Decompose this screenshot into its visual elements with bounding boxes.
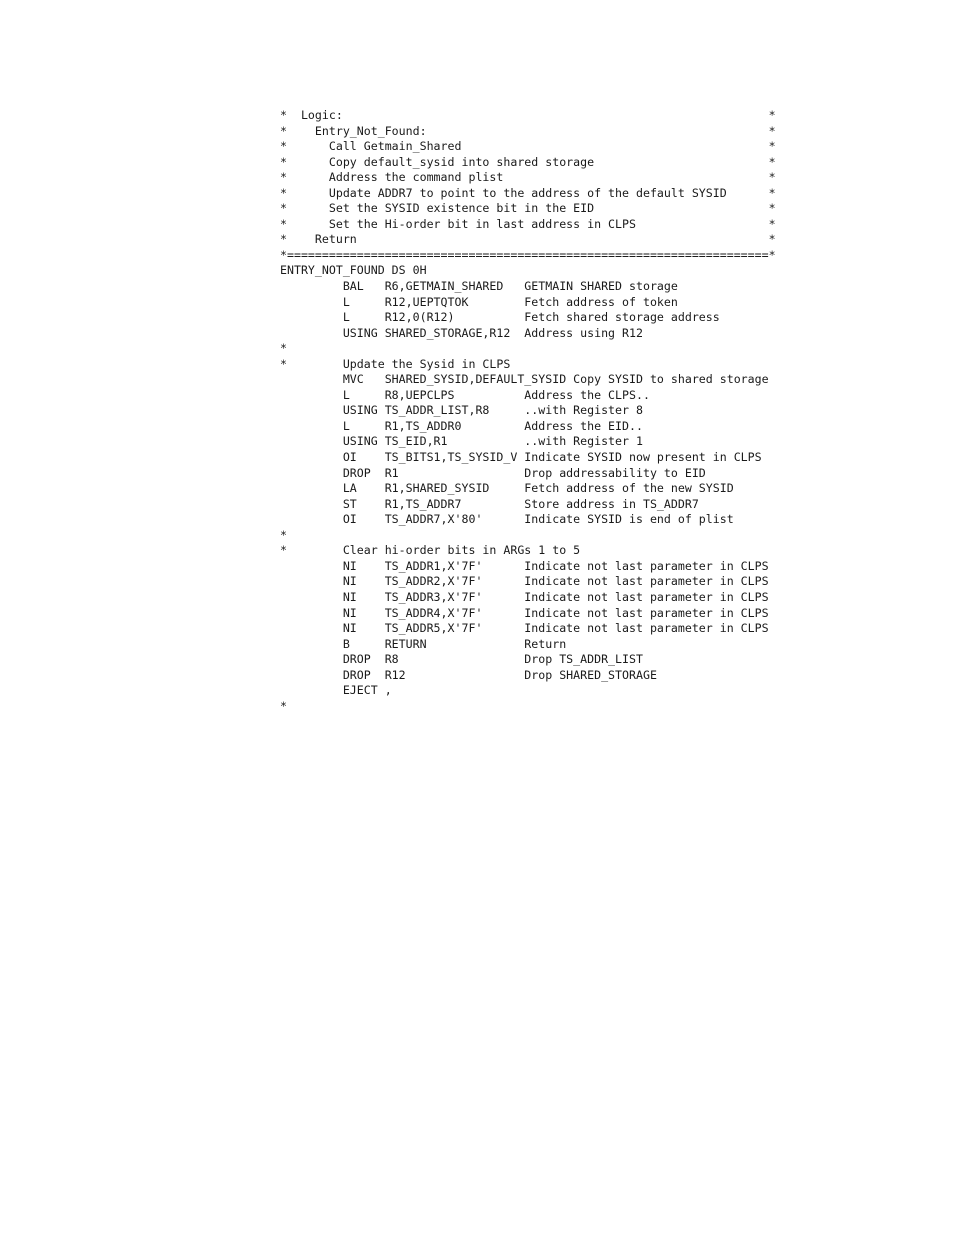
code-line: * Clear hi-order bits in ARGs 1 to 5 bbox=[280, 543, 581, 558]
code-line: NI TS_ADDR1,X'7F' Indicate not last parameter in CLPS bbox=[280, 558, 769, 573]
code-line: * Set the Hi-order bit in last address in CLPS * bbox=[280, 216, 776, 231]
code-line: L R12,UEPTQTOK Fetch address of token bbox=[280, 294, 678, 309]
code-line: NI TS_ADDR5,X'7F' Indicate not last parameter in CLPS bbox=[280, 621, 769, 636]
code-line: * Set the SYSID existence bit in the EID * bbox=[280, 201, 776, 216]
code-line: * Update ADDR7 to point to the address of the default SYSID * bbox=[280, 185, 776, 200]
code-line: USING TS_ADDR_LIST,R8 ..with Register 8 bbox=[280, 403, 643, 418]
code-line: * Copy default_sysid into shared storage * bbox=[280, 154, 776, 169]
code-line: DROP R1 Drop addressability to EID bbox=[280, 465, 706, 480]
code-line: OI TS_ADDR7,X'80' Indicate SYSID is end of plist bbox=[280, 512, 734, 527]
code-line: L R1,TS_ADDR0 Address the EID.. bbox=[280, 418, 643, 433]
code-line: NI TS_ADDR4,X'7F' Indicate not last parameter in CLPS bbox=[280, 605, 769, 620]
code-line: B RETURN Return bbox=[280, 636, 567, 651]
code-line: USING TS_EID,R1 ..with Register 1 bbox=[280, 434, 643, 449]
code-line: DROP R8 Drop TS_ADDR_LIST bbox=[280, 652, 643, 667]
code-line: L R12,0(R12) Fetch shared storage address bbox=[280, 310, 720, 325]
code-line: LA R1,SHARED_SYSID Fetch address of the new SYSID bbox=[280, 481, 734, 496]
code-line: EJECT , bbox=[280, 683, 392, 698]
code-line: * Update the Sysid in CLPS bbox=[280, 356, 511, 371]
code-line: ST R1,TS_ADDR7 Store address in TS_ADDR7 bbox=[280, 496, 699, 511]
code-line: * Address the command plist * bbox=[280, 170, 776, 185]
code-line: BAL R6,GETMAIN_SHARED GETMAIN SHARED storage bbox=[280, 279, 678, 294]
separator-line: *=====================================================================* bbox=[280, 247, 776, 262]
code-listing bbox=[280, 108, 790, 714]
code-line: * bbox=[280, 527, 287, 542]
code-line: * bbox=[280, 341, 287, 356]
code-line: * Entry_Not_Found: * bbox=[280, 123, 776, 138]
code-line: NI TS_ADDR3,X'7F' Indicate not last parameter in CLPS bbox=[280, 589, 769, 604]
code-line: L R8,UEPCLPS Address the CLPS.. bbox=[280, 387, 650, 402]
code-line: ENTRY_NOT_FOUND DS 0H bbox=[280, 263, 427, 278]
code-line: * Call Getmain_Shared * bbox=[280, 139, 776, 154]
code-line: NI TS_ADDR2,X'7F' Indicate not last parameter in CLPS bbox=[280, 574, 769, 589]
code-line: MVC SHARED_SYSID,DEFAULT_SYSID Copy SYSID to shared storage bbox=[280, 372, 769, 387]
code-line: * bbox=[280, 698, 287, 713]
code-line: * Return * bbox=[280, 232, 776, 247]
code-line: OI TS_BITS1,TS_SYSID_V Indicate SYSID now present in CLPS bbox=[280, 450, 762, 465]
code-line: USING SHARED_STORAGE,R12 Address using R12 bbox=[280, 325, 643, 340]
code-line: DROP R12 Drop SHARED_STORAGE bbox=[280, 667, 657, 682]
code-line: * Logic: * bbox=[280, 108, 776, 122]
